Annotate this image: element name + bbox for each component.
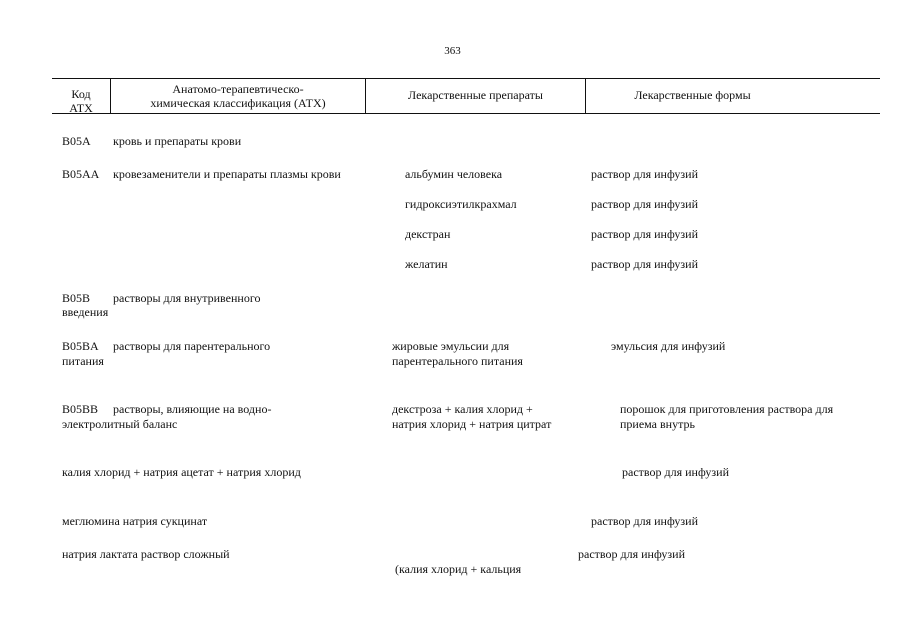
drug-name: натрия лактата раствор сложный xyxy=(62,547,230,561)
atx-code: B05BB xyxy=(62,402,99,416)
header-class-line2: химическая классификация (АТХ) xyxy=(150,96,326,110)
atx-code: B05B xyxy=(62,291,91,305)
drug-form: раствор для инфузий xyxy=(591,197,698,211)
atx-class-line2: введения xyxy=(62,305,109,319)
drug-form: раствор для инфузий xyxy=(591,167,698,181)
atx-class: кровь и препараты крови xyxy=(113,134,242,148)
drug-form: раствор для инфузий xyxy=(591,257,698,271)
header-top-rule xyxy=(52,78,880,79)
drug-form-line2: приема внутрь xyxy=(620,417,695,431)
drug-form: раствор для инфузий xyxy=(622,465,729,479)
header-divider-1 xyxy=(110,78,111,113)
drug-name: меглюмина натрия сукцинат xyxy=(62,514,208,528)
drug-name: калия хлорид + натрия ацетат + натрия хлорид xyxy=(62,465,301,479)
drug-form: раствор для инфузий xyxy=(591,227,698,241)
drug-name-line1: декстроза + калия хлорид + xyxy=(392,402,533,416)
drug-form-line1: порошок для приготовления раствора для xyxy=(620,402,834,416)
header-class-line1: Анатомо-терапевтическо- xyxy=(172,82,304,96)
atx-code: B05AA xyxy=(62,167,100,181)
drug-name-line2: натрия хлорид + натрия цитрат xyxy=(392,417,552,431)
atx-class-line2: электролитный баланс xyxy=(62,417,178,431)
header-forms: Лекарственные формы xyxy=(634,88,751,102)
drug-name: декстран xyxy=(405,227,451,241)
atx-class-line2: питания xyxy=(62,354,104,368)
atx-code: B05A xyxy=(62,134,91,148)
header-drugs: Лекарственные препараты xyxy=(408,88,543,102)
drug-name-continued: (калия хлорид + кальция xyxy=(395,562,522,576)
drug-name-line2: парентерального питания xyxy=(392,354,523,368)
drug-name: гидроксиэтилкрахмал xyxy=(405,197,517,211)
drug-form: эмульсия для инфузий xyxy=(611,339,726,353)
page-number: 363 xyxy=(444,45,461,57)
drug-form: раствор для инфузий xyxy=(578,547,685,561)
drug-name: альбумин человека xyxy=(405,167,503,181)
header-code-line2: АТХ xyxy=(69,101,93,115)
drug-name: желатин xyxy=(405,257,448,271)
header-bottom-rule xyxy=(52,113,880,114)
drug-form: раствор для инфузий xyxy=(591,514,698,528)
atx-class-line1: растворы, влияющие на водно- xyxy=(113,402,272,416)
atx-code: B05BA xyxy=(62,339,99,353)
atx-class-line1: растворы для внутривенного xyxy=(113,291,261,305)
atx-class: кровезаменители и препараты плазмы крови xyxy=(113,167,341,181)
atx-class-line1: растворы для парентерального xyxy=(113,339,271,353)
header-code-line1: Код xyxy=(71,87,91,101)
drug-name-line1: жировые эмульсии для xyxy=(392,339,510,353)
